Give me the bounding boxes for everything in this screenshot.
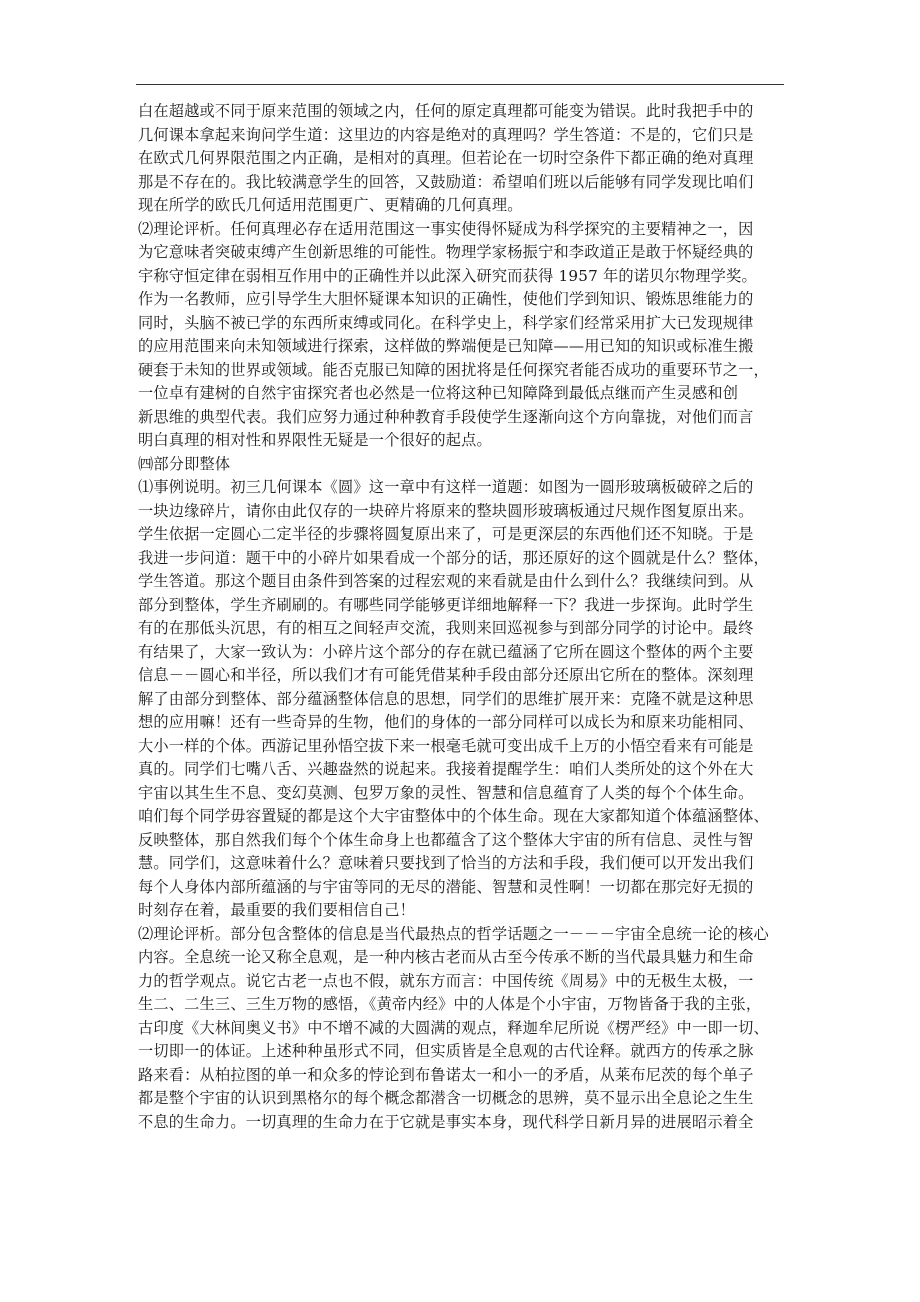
text-line: 力的哲学观点。说它古老一点也不假，就东方而言：中国传统《周易》中的无极生太极，一	[138, 971, 754, 990]
text-line: 宇称守恒定律在弱相互作用中的正确性并以此深入研究而获得 1957 年的诺贝尔物理学奖。	[138, 266, 757, 285]
text-line: 那是不存在的。我比较满意学生的回答，又鼓励道：希望咱们班以后能够有同学发现比咱们	[138, 172, 754, 191]
text-line: 作为一名教师，应引导学生大胆怀疑课本知识的正确性，使他们学到知识、锻炼思维能力的	[138, 290, 754, 308]
text-line: 古印度《大林间奥义书》中不增不减的大圆满的观点，释迦牟尼所说《楞严经》中一即一切、	[138, 1018, 769, 1037]
text-line: 一切即一的体证。上述种种虽形式不同，但实质皆是全息观的古代诠释。就西方的传承之脉	[138, 1042, 754, 1060]
text-line: 想的应用嘛！还有一些奇异的生物，他们的身体的一部分同样可以成长为和原来功能相同、	[138, 713, 754, 731]
body-text	[138, 100, 788, 1134]
text-line: 每个人身体内部所蕴涵的与宇宙等同的无尽的潜能、智慧和灵性啊！一切都在那完好无损的	[138, 877, 754, 896]
text-line: 现在所学的欧氏几何适用范围更广、更精确的几何真理。	[138, 196, 523, 214]
text-line: ⑵理论评析。任何真理必存在适用范围这一事实使得怀疑成为科学探究的主要精神之一，因	[138, 219, 754, 238]
text-line: 部分到整体，学生齐刷刷的。有哪些同学能够更详细地解释一下？我进一步探询。此时学生	[138, 595, 754, 614]
text-line: 真的。同学们七嘴八舌、兴趣盎然的说起来。我接着提醒学生：咱们人类所处的这个外在大	[138, 760, 754, 778]
text-line: 有的在那低头沉思，有的相互之间轻声交流，我则来回巡视参与到部分同学的讨论中。最终	[138, 619, 754, 637]
text-line: 宇宙以其生生不息、变幻莫测、包罗万象的灵性、智慧和信息蕴育了人类的每个个体生命。	[138, 783, 754, 802]
text-line: 解了由部分到整体、部分蕴涵整体信息的思想，同学们的思维扩展开来：克隆不就是这种思	[138, 689, 754, 708]
text-line: 内容。全息统一论又称全息观，是一种内核古老而从古至今传承不断的当代最具魅力和生命	[138, 948, 754, 966]
text-line: 信息－－圆心和半径，所以我们才有可能凭借某种手段由部分还原出它所在的整体。深刻理	[138, 666, 754, 684]
text-line: 一位卓有建树的自然宇宙探究者也必然是一位将这种已知障降到最低点继而产生灵感和创	[138, 384, 739, 402]
section-heading: ㈣部分即整体	[138, 454, 231, 473]
text-line: 硬套于未知的世界或领域。能否克服已知障的困扰将是任何探究者能否成功的重要环节之一，	[138, 360, 769, 379]
text-line: 我进一步问道：题干中的小碎片如果看成一个部分的话，那还原好的这个圆就是什么？整体，	[138, 548, 769, 567]
text-line: 生二、二生三、三生万物的感悟，《黄帝内经》中的人体是个小宇宙，万物皆备于我的主张，	[138, 995, 762, 1013]
text-line: 明白真理的相对性和界限性无疑是一个很好的起点。	[138, 431, 492, 449]
text-line: 时刻存在着，最重要的我们要相信自己！	[138, 901, 415, 919]
text-line: 新思维的典型代表。我们应努力通过种种教育手段使学生逐渐向这个方向靠拢，对他们而言	[138, 407, 754, 426]
text-line: 的应用范围来向未知领域进行探索，这样做的弊端便是已知障——用已知的知识或标准生搬	[138, 337, 754, 355]
text-line: 慧。同学们，这意味着什么？意味着只要找到了恰当的方法和手段，我们便可以开发出我们	[138, 854, 754, 872]
text-line: 都是整个宇宙的认识到黑格尔的每个概念都潜含一切概念的思辨，莫不显示出全息论之生生	[138, 1089, 754, 1107]
text-line: 咱们每个同学毋容置疑的都是这个大宇宙整体中的个体生命。现在大家都知道个体蕴涵整体、	[138, 807, 769, 825]
text-line: 学生依据一定圆心二定半径的步骤将圆复原出来了，可是更深层的东西他们还不知晓。于是	[138, 525, 754, 543]
text-line: 路来看：从柏拉图的单一和众多的悖论到布鲁诺太一和小一的矛盾，从莱布尼茨的每个单子	[138, 1065, 754, 1084]
header-rule	[136, 84, 784, 85]
text-line: 不息的生命力。一切真理的生命力在于它就是事实本身，现代科学日新月异的进展昭示着全	[138, 1112, 754, 1131]
text-line: 同时，头脑不被已学的东西所束缚或同化。在科学史上，科学家们经常采用扩大已发现规律	[138, 313, 754, 332]
text-line: 大小一样的个体。西游记里孙悟空拔下来一根毫毛就可变出成千上万的小悟空看来有可能是	[138, 736, 754, 755]
text-line: ⑴事例说明。初三几何课本《圆》这一章中有这样一道题：如图为一圆形玻璃板破碎之后的	[138, 478, 754, 496]
text-line: 有结果了，大家一致认为：小碎片这个部分的存在就已蕴涵了它所在圆这个整体的两个主要	[138, 642, 754, 661]
text-line: 几何课本拿起来询问学生道：这里边的内容是绝对的真理吗？学生答道：不是的，它们只是	[138, 125, 754, 144]
text-line: 在欧式几何界限范围之内正确，是相对的真理。但若论在一切时空条件下都正确的绝对真理	[138, 149, 754, 167]
text-line: ⑵理论评析。部分包含整体的信息是当代最热点的哲学话题之一－－－宇宙全息统一论的核心	[138, 924, 769, 943]
text-line: 一块边缘碎片，请你由此仅存的一块碎片将原来的整块圆形玻璃板通过尺规作图复原出来。	[138, 501, 754, 520]
text-line: 反映整体，那自然我们每个个体生命身上也都蕴含了这个整体大宇宙的所有信息、灵性与智	[138, 830, 754, 849]
text-line: 白在超越或不同于原来范围的领域之内，任何的原定真理都可能变为错误。此时我把手中的	[138, 102, 754, 120]
text-line: 学生答道。那这个题目由条件到答案的过程宏观的来看就是由什么到什么？我继续问到。从	[138, 572, 754, 590]
text-line: 为它意味者突破束缚产生创新思维的可能性。物理学家杨振宁和李政道正是敢于怀疑经典的	[138, 243, 754, 261]
